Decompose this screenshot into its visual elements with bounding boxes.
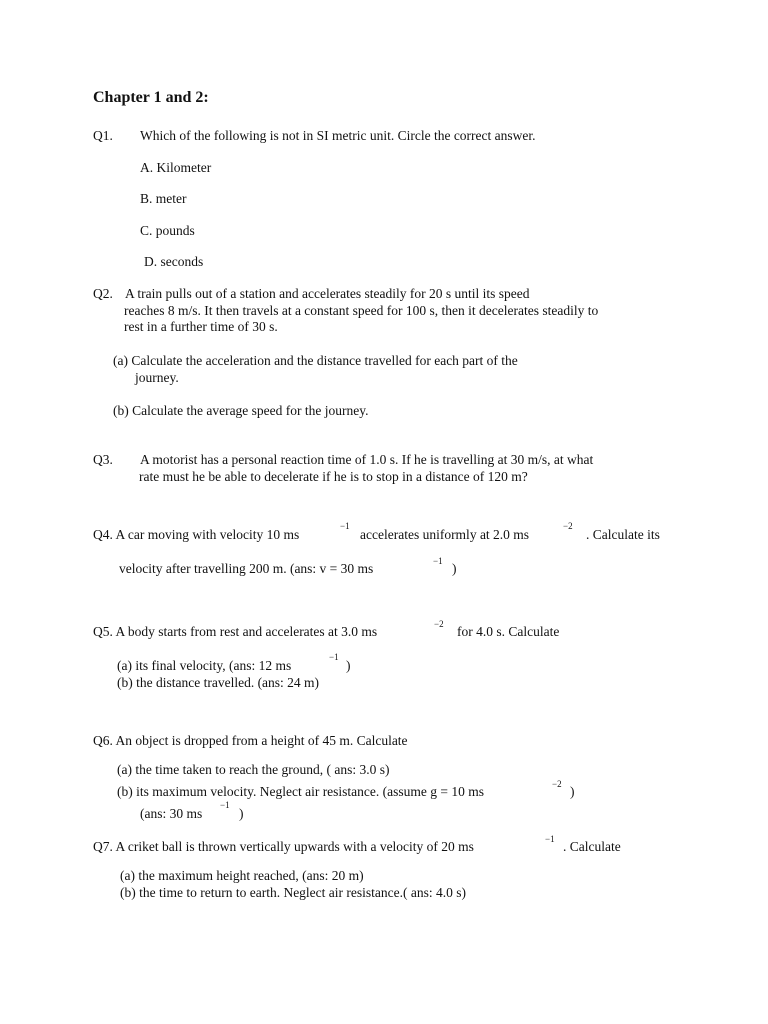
q7-line-part-1: Q7. A criket ball is thrown vertically upwards with a velocity of 20 ms: [93, 839, 474, 854]
q1-option-c: C. pounds: [140, 223, 195, 238]
q6-part-b-end: ): [570, 784, 575, 799]
q2-line-3: rest in a further time of 30 s.: [124, 319, 278, 334]
q4-line-1-part-3: . Calculate its: [586, 527, 660, 542]
q6-answer-end: ): [239, 806, 244, 821]
q6-part-b: (b) its maximum velocity. Neglect air resistance. (assume g = 10 ms: [117, 784, 485, 799]
q2-number: Q2.: [93, 286, 113, 301]
q5-line-1-part-2: for 4.0 s. Calculate: [457, 624, 560, 639]
q7-part-a: (a) the maximum height reached, (ans: 20 m): [120, 868, 364, 883]
q2-part-a-line-2: journey.: [135, 370, 179, 385]
q5-part-b: (b) the distance travelled. (ans: 24 m): [117, 675, 320, 690]
q4-superscript-1: −1: [340, 521, 350, 531]
q1-number: Q1.: [93, 128, 113, 143]
q1-option-a: A. Kilometer: [140, 160, 212, 175]
q1-text: Which of the following is not in SI metric unit. Circle the correct answer.: [140, 128, 536, 143]
q1-option-d: D. seconds: [144, 254, 204, 269]
q6-line: Q6. An object is dropped from a height of 45 m. Calculate: [93, 733, 408, 748]
chapter-heading: Chapter 1 and 2:: [93, 89, 209, 106]
q2-part-a-line-1: (a) Calculate the acceleration and the distance travelled for each part of the: [113, 353, 518, 368]
q7-superscript: −1: [545, 834, 555, 844]
q2-part-b: (b) Calculate the average speed for the journey.: [113, 403, 369, 418]
q5-part-a-end: ): [346, 658, 351, 673]
q3-line-2: rate must he be able to decelerate if he is to stop in a distance of 120 m?: [139, 469, 528, 484]
q2-line-1: A train pulls out of a station and accelerates steadily for 20 s until its speed: [125, 286, 530, 301]
q5-line-1-part-1: Q5. A body starts from rest and accelerates at 3.0 ms: [93, 624, 378, 639]
q4-line-2-end: ): [452, 561, 457, 576]
q3-number: Q3.: [93, 452, 113, 467]
q1-option-b: B. meter: [140, 191, 187, 206]
q7-part-b: (b) the time to return to earth. Neglect air resistance.( ans: 4.0 s): [120, 885, 466, 900]
q6-part-b-superscript: −2: [552, 779, 562, 789]
q3-line-1: A motorist has a personal reaction time of 1.0 s. If he is travelling at 30 m/s, at what: [140, 452, 594, 467]
q4-superscript-3: −1: [433, 556, 443, 566]
q6-part-a: (a) the time taken to reach the ground, ( ans: 3.0 s): [117, 762, 390, 777]
q4-line-1-part-2: accelerates uniformly at 2.0 ms: [360, 527, 530, 542]
q6-answer-superscript: −1: [220, 800, 230, 810]
q4-line-1-part-1: Q4. A car moving with velocity 10 ms: [93, 527, 300, 542]
q4-line-2: velocity after travelling 200 m. (ans: v = 30 ms: [119, 561, 374, 576]
q2-line-2: reaches 8 m/s. It then travels at a constant speed for 100 s, then it decelerates steadily to: [124, 303, 599, 318]
q5-superscript-1: −2: [434, 619, 444, 629]
q5-part-a-superscript: −1: [329, 652, 339, 662]
q6-answer: (ans: 30 ms: [140, 806, 203, 821]
q4-superscript-2: −2: [563, 521, 573, 531]
q5-part-a: (a) its final velocity, (ans: 12 ms: [117, 658, 292, 673]
q7-line-part-2: . Calculate: [563, 839, 621, 854]
